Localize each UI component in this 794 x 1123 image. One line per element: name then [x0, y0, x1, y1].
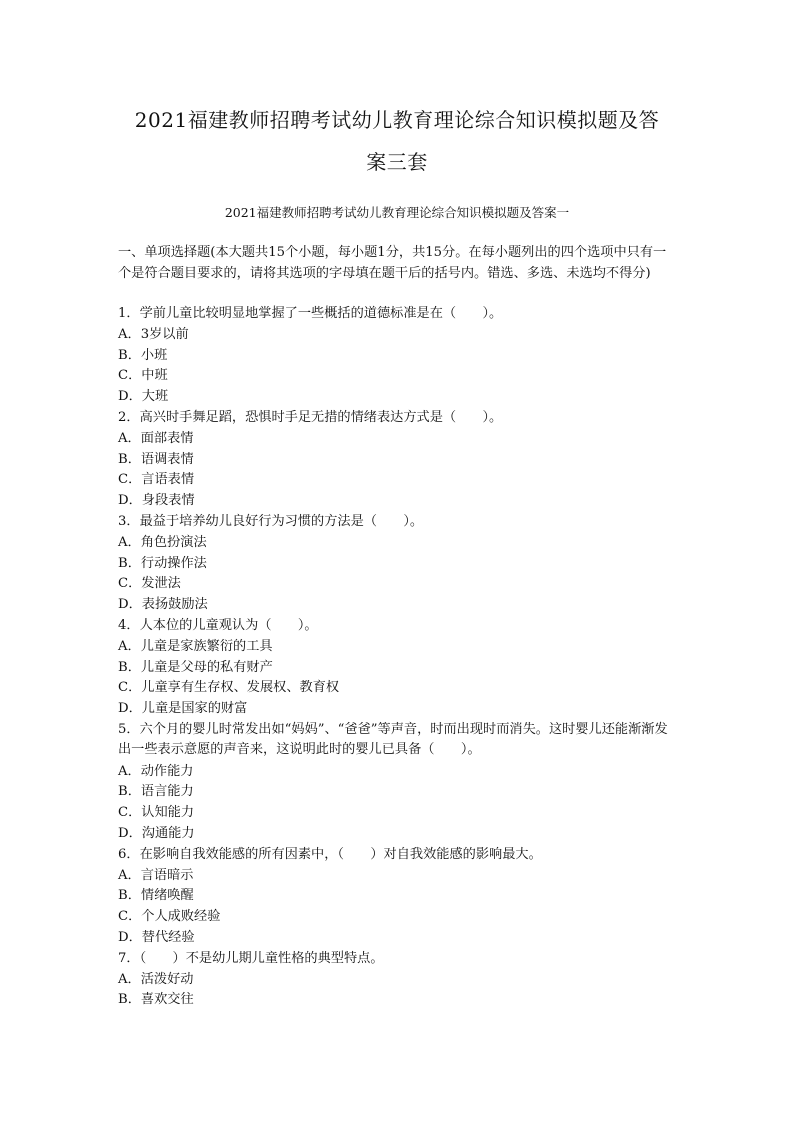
question-stem: 5．六个月的婴儿时常发出如“妈妈”、“爸爸”等声音，时而出现时而消失。这时婴儿还能渐渐发出一些表示意愿的声音来，这说明此时的婴儿已具备（ ）。 [118, 722, 668, 757]
question-stem: 7．（ ）不是幼儿期儿童性格的典型特点。 [118, 950, 384, 966]
answer-option: B．语言能力 [118, 784, 194, 800]
question-stem: 1．学前儿童比较明显地掌握了一些概括的道德标准是在（ ）。 [118, 306, 503, 321]
answer-option: A．角色扮演法 [118, 534, 207, 550]
section-intro: 一、单项选择题(本大题共15个小题，每小题1分，共15分。在每小题列出的四个选项中只有一个是符合题目要求的，请将其选项的字母填在题干后的括号内。错选、多选、未选均不得分) [118, 245, 667, 281]
answer-option: A．言语暗示 [118, 867, 194, 883]
answer-option: C．儿童享有生存权、发展权、教育权 [118, 680, 340, 696]
document-subtitle: 2021福建教师招聘考试幼儿教育理论综合知识模拟题及答案一 [224, 205, 570, 220]
answer-option: D．大班 [118, 389, 169, 405]
answer-option: B．情绪唤醒 [118, 888, 194, 904]
question-stem: 2．高兴时手舞足蹈，恐惧时手足无措的情绪表达方式是（ ）。 [118, 410, 503, 425]
answer-option: D．替代经验 [118, 930, 195, 945]
answer-option: C．中班 [118, 368, 168, 384]
question-stem: 4．人本位的儿童观认为（ ）。 [118, 618, 318, 633]
document-title-line-1: 2021福建教师招聘考试幼儿教育理论综合知识模拟题及答 [134, 108, 660, 132]
answer-option: C．发泄法 [118, 576, 181, 592]
answer-option: C．言语表情 [118, 472, 195, 488]
answer-option: B．儿童是父母的私有财产 [118, 659, 273, 675]
answer-option: A．面部表情 [118, 430, 194, 446]
answer-option: C．认知能力 [118, 805, 195, 821]
answer-option: D．儿童是国家的财富 [118, 701, 248, 717]
answer-option: D．表扬鼓励法 [118, 597, 208, 613]
answer-option: B．喜欢交往 [118, 992, 194, 1008]
question-stem: 6．在影响自我效能感的所有因素中，（ ）对自我效能感的影响最大。 [118, 846, 542, 862]
answer-option: B．语调表情 [118, 451, 194, 467]
answer-option: A．动作能力 [118, 763, 194, 779]
answer-option: A．3岁以前 [118, 326, 189, 342]
answer-option: A．活泼好动 [118, 971, 194, 987]
answer-option: D．身段表情 [118, 493, 195, 509]
document-title-line-2: 案三套 [366, 150, 428, 174]
answer-option: B．行动操作法 [118, 555, 207, 571]
answer-option: A．儿童是家族繁衍的工具 [118, 638, 273, 654]
answer-option: D．沟通能力 [118, 826, 195, 841]
question-stem: 3．最益于培养幼儿良好行为习惯的方法是（ ）。 [118, 514, 424, 529]
answer-option: C．个人成败经验 [118, 909, 221, 925]
answer-option: B．小班 [118, 347, 168, 363]
